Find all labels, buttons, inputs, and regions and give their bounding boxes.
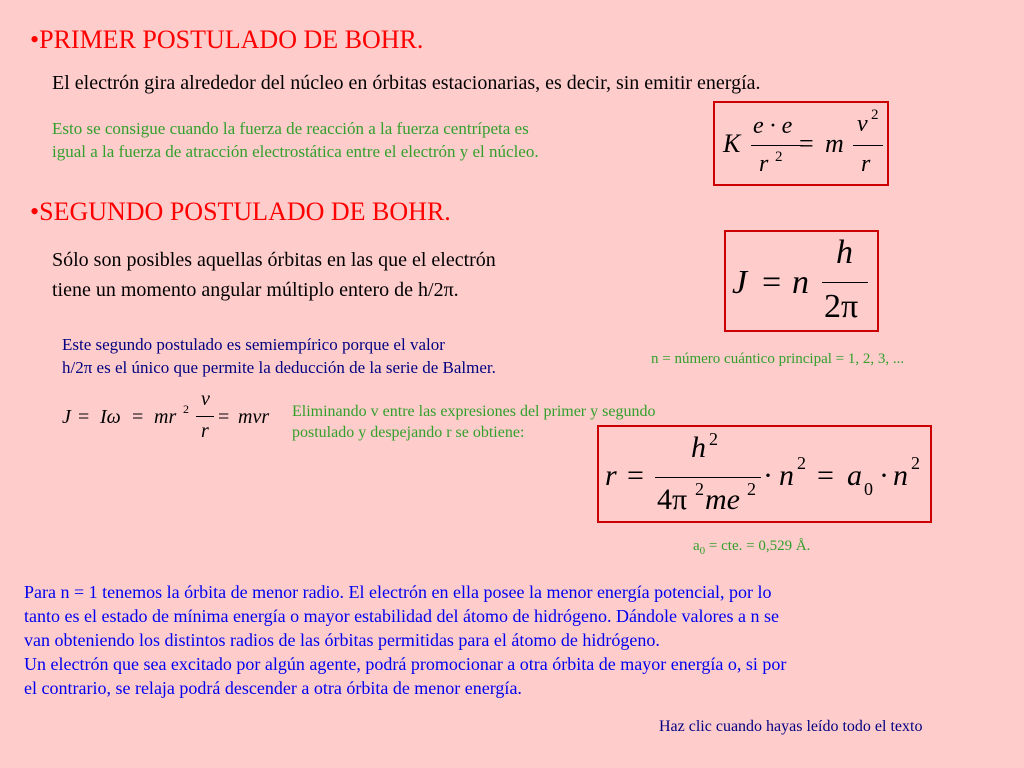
postulate2-statement bbox=[52, 245, 496, 305]
fraction-bar-left bbox=[751, 145, 803, 146]
conclusion-line2: tanto es el estado de mínima energía o mayor estabilidad del átomo de hidrógeno. Dándole valores a n se bbox=[24, 606, 779, 626]
fraction-bar bbox=[655, 477, 761, 478]
conclusion-line1: Para n = 1 tenemos la órbita de menor radio. El electrón en ella posee la menor energía potencial, por lo bbox=[24, 582, 772, 602]
postulate1-note bbox=[52, 117, 539, 163]
deriv-eq2: = bbox=[132, 406, 144, 428]
postulate2-statement-line2: tiene un momento angular múltiplo entero de h/2π. bbox=[52, 279, 459, 301]
four-pi: 4π bbox=[657, 483, 688, 516]
quantum-number-note: n = número cuántico principal = 1, 2, 3, ... bbox=[651, 351, 905, 367]
postulate1-note-line2: igual a la fuerza de atracción electrostática entre el electrón y el núcleo. bbox=[52, 142, 539, 161]
radius-r: r bbox=[605, 459, 617, 492]
me-exponent: 2 bbox=[747, 479, 756, 499]
eq2: = bbox=[817, 459, 834, 492]
momentum-J: J bbox=[732, 264, 748, 301]
dot1: · bbox=[763, 459, 773, 492]
postulate2-note-line1: Este segundo postulado es semiempírico porque el valor bbox=[62, 335, 445, 354]
click-hint[interactable]: Haz clic cuando hayas leído todo el texto bbox=[659, 718, 923, 735]
deriv-num-v: v bbox=[201, 388, 210, 410]
me: me bbox=[705, 483, 740, 516]
radius-note-line2: postulado y despejando r se obtiene: bbox=[292, 424, 525, 441]
n-exponent: 2 bbox=[797, 453, 806, 473]
deriv-fraction-bar bbox=[196, 416, 214, 417]
radius-exponent: 2 bbox=[775, 149, 783, 165]
conclusion-line3: van obteniendo los distintos radios de las órbitas permitidas para el átomo de hidrógeno. bbox=[24, 630, 660, 650]
deriv-mr-exp: 2 bbox=[183, 402, 189, 416]
velocity-numerator: v bbox=[857, 111, 868, 137]
dot2: · bbox=[879, 459, 889, 492]
postulate1-statement: El electrón gira alrededor del núcleo en órbitas estacionarias, es decir, sin emitir energía. bbox=[52, 72, 761, 94]
radius-note-line1: Eliminando v entre las expresiones del primer y segundo bbox=[292, 403, 656, 420]
h-exponent: 2 bbox=[709, 429, 718, 449]
n2: n bbox=[893, 459, 908, 492]
bohr-a: a bbox=[847, 459, 862, 492]
planck-h: h bbox=[836, 234, 853, 271]
mass-m: m bbox=[825, 129, 844, 158]
bohr-radius-value bbox=[693, 538, 810, 557]
deriv-eq1: = bbox=[78, 406, 90, 428]
n: n bbox=[779, 459, 794, 492]
equals-sign: = bbox=[799, 129, 814, 158]
angular-momentum-derivation bbox=[62, 388, 292, 452]
a0-subscript: 0 bbox=[699, 545, 706, 557]
conclusion-paragraph bbox=[24, 580, 786, 700]
deriv-eq3: = bbox=[218, 406, 230, 428]
deriv-mvr: mvr bbox=[238, 406, 270, 428]
conclusion-line4: Un electrón que sea excitado por algún agente, podrá promocionar a otra órbita de mayor energía o, si por bbox=[24, 654, 787, 674]
fraction-bar bbox=[822, 282, 868, 283]
two-pi: 2π bbox=[824, 288, 859, 325]
angular-momentum-formula bbox=[724, 230, 879, 332]
a0-rest: = cte. = 0,529 Å. bbox=[705, 538, 811, 554]
radius-denominator: r bbox=[759, 151, 769, 177]
eq1: = bbox=[627, 459, 644, 492]
postulate2-title: •SEGUNDO POSTULADO DE BOHR. bbox=[30, 197, 451, 226]
a0-label: a bbox=[693, 538, 700, 554]
conclusion-line5: el contrario, se relaja podrá descender a otra órbita de menor energía. bbox=[24, 678, 522, 698]
velocity-exponent: 2 bbox=[871, 107, 879, 123]
fraction-bar-right bbox=[853, 145, 883, 146]
pi-exponent: 2 bbox=[695, 479, 704, 499]
postulate2-statement-line1: Sólo son posibles aquellas órbitas en las que el electrón bbox=[52, 249, 496, 271]
force-balance-formula bbox=[713, 101, 889, 186]
deriv-Iw: Iω bbox=[100, 406, 121, 428]
bohr-a-sub: 0 bbox=[864, 479, 873, 499]
deriv-J: J bbox=[62, 406, 71, 428]
h-squared: h bbox=[691, 431, 706, 464]
postulate1-title: •PRIMER POSTULADO DE BOHR. bbox=[30, 25, 424, 54]
quantum-n: n bbox=[792, 264, 809, 301]
n2-exponent: 2 bbox=[911, 453, 920, 473]
constant-K: K bbox=[723, 129, 741, 158]
charge-product: e · e bbox=[753, 113, 793, 139]
postulate2-note bbox=[62, 333, 496, 379]
orbit-radius-formula bbox=[597, 425, 932, 523]
equals-sign: = bbox=[762, 264, 782, 301]
radius-right-denominator: r bbox=[861, 151, 871, 177]
deriv-den-r: r bbox=[201, 420, 209, 442]
deriv-mr: mr bbox=[154, 406, 177, 428]
postulate2-note-line2: h/2π es el único que permite la deducción de la serie de Balmer. bbox=[62, 358, 496, 377]
postulate1-note-line1: Esto se consigue cuando la fuerza de reacción a la fuerza centrípeta es bbox=[52, 119, 529, 138]
